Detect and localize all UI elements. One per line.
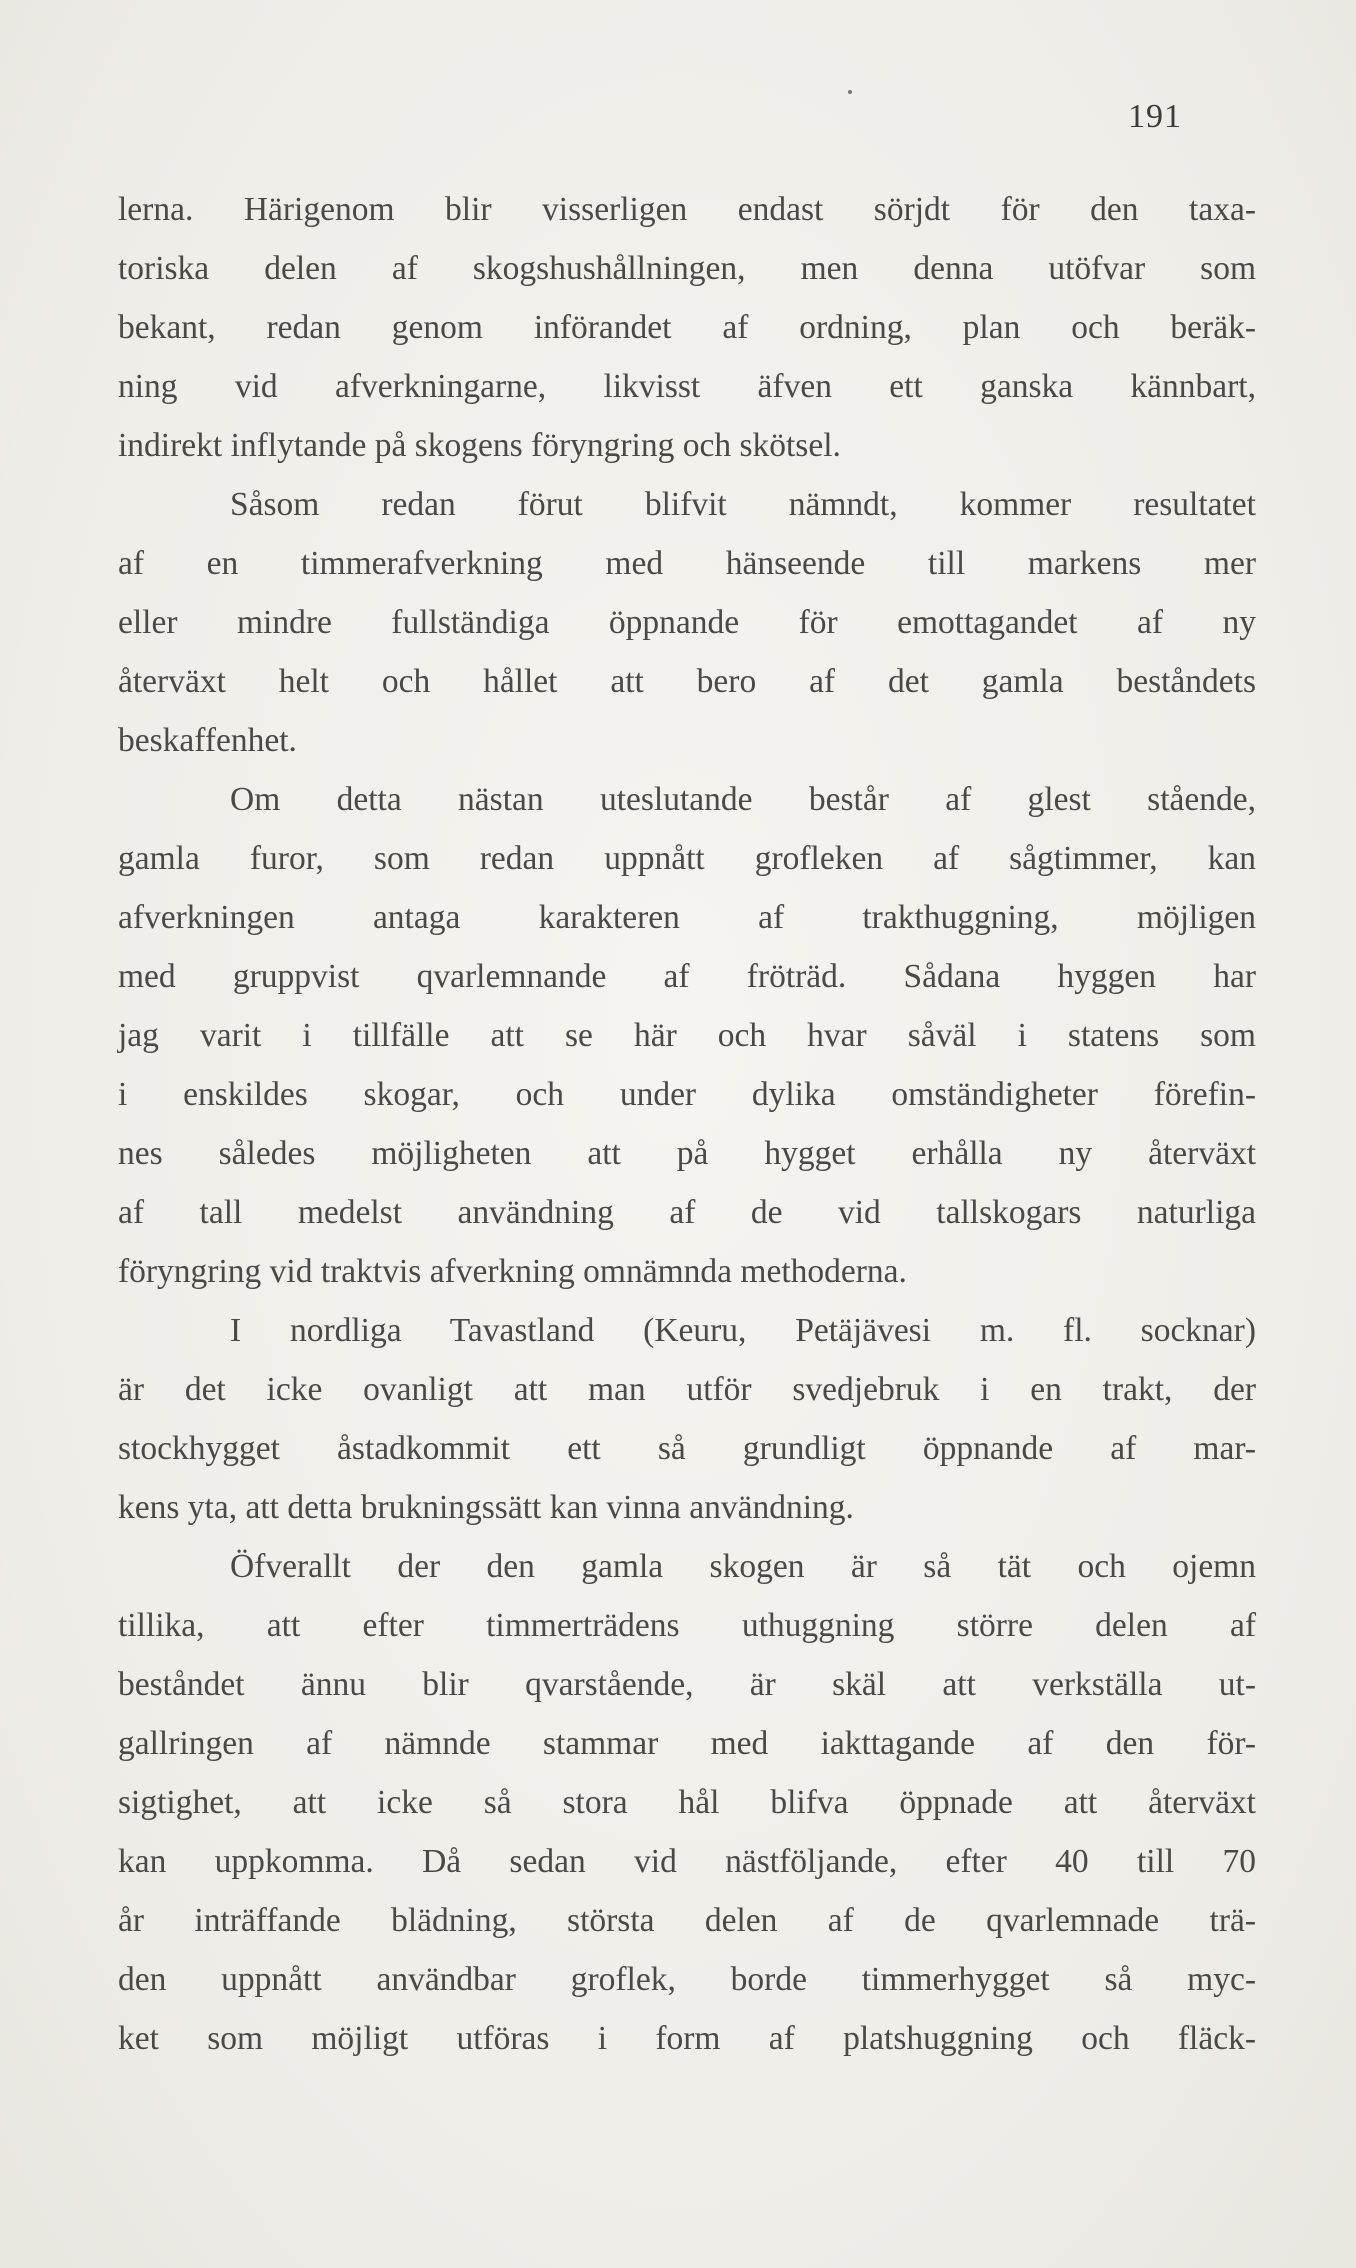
ink-speck <box>848 90 852 94</box>
text-line: indirekt inflytande på skogens föryngring och skötsel. <box>118 427 841 464</box>
text-line: ket som möjligt utföras i form af platshuggning och fläck- <box>118 2020 1256 2057</box>
text-line: föryngring vid traktvis afverkning omnämnda methoderna. <box>118 1253 907 1290</box>
text-line: kens yta, att detta brukningssätt kan vinna användning. <box>118 1489 854 1526</box>
text-line: Om detta nästan uteslutande består af glest stående, <box>230 781 1256 818</box>
text-line: bekant, redan genom införandet af ordning, plan och beräk- <box>118 309 1256 346</box>
text-line: jag varit i tillfälle att se här och hvar såväl i statens som <box>118 1017 1256 1054</box>
text-line: i enskildes skogar, och under dylika omständigheter förefin- <box>118 1076 1256 1113</box>
text-line: toriska delen af skogshushållningen, men denna utöfvar som <box>118 250 1256 287</box>
text-line: ning vid afverkningarne, likvisst äfven ett ganska kännbart, <box>118 368 1256 405</box>
text-line: af tall medelst användning af de vid tallskogars naturliga <box>118 1194 1256 1231</box>
text-line: eller mindre fullständiga öppnande för emottagandet af ny <box>118 604 1256 641</box>
text-line: tillika, att efter timmerträdens uthuggning större delen af <box>118 1607 1256 1644</box>
text-line: nes således möjligheten att på hygget erhålla ny återväxt <box>118 1135 1256 1172</box>
text-line: kan uppkomma. Då sedan vid nästföljande, efter 40 till 70 <box>118 1843 1256 1880</box>
text-line: sigtighet, att icke så stora hål blifva öppnade att återväxt <box>118 1784 1256 1821</box>
text-line: lerna. Härigenom blir visserligen endast sörjdt för den taxa- <box>118 191 1256 228</box>
body-text <box>118 180 1256 2068</box>
text-line: I nordliga Tavastland (Keuru, Petäjävesi m. fl. socknar) <box>230 1312 1256 1349</box>
text-line: Såsom redan förut blifvit nämndt, kommer resultatet <box>230 486 1256 523</box>
text-line: gallringen af nämnde stammar med iakttagande af den för- <box>118 1725 1256 1762</box>
text-line: med gruppvist qvarlemnande af fröträd. Sådana hyggen har <box>118 958 1256 995</box>
text-line: af en timmerafverkning med hänseende till markens mer <box>118 545 1256 582</box>
text-line: återväxt helt och hållet att bero af det gamla beståndets <box>118 663 1256 700</box>
text-line: stockhygget åstadkommit ett så grundligt öppnande af mar- <box>118 1430 1256 1467</box>
text-line: den uppnått användbar groflek, borde timmerhygget så myc- <box>118 1961 1256 1998</box>
text-line: Öfverallt der den gamla skogen är så tät och ojemn <box>230 1548 1256 1585</box>
text-line: beståndet ännu blir qvarstående, är skäl att verkställa ut- <box>118 1666 1256 1703</box>
text-line: år inträffande blädning, största delen af de qvarlemnade trä- <box>118 1902 1256 1939</box>
text-line: är det icke ovanligt att man utför svedjebruk i en trakt, der <box>118 1371 1256 1408</box>
text-line: beskaffenhet. <box>118 722 297 759</box>
text-line: afverkningen antaga karakteren af trakthuggning, möjligen <box>118 899 1256 936</box>
text-line: gamla furor, som redan uppnått grofleken af sågtimmer, kan <box>118 840 1256 877</box>
page-number: 191 <box>1128 98 1182 135</box>
